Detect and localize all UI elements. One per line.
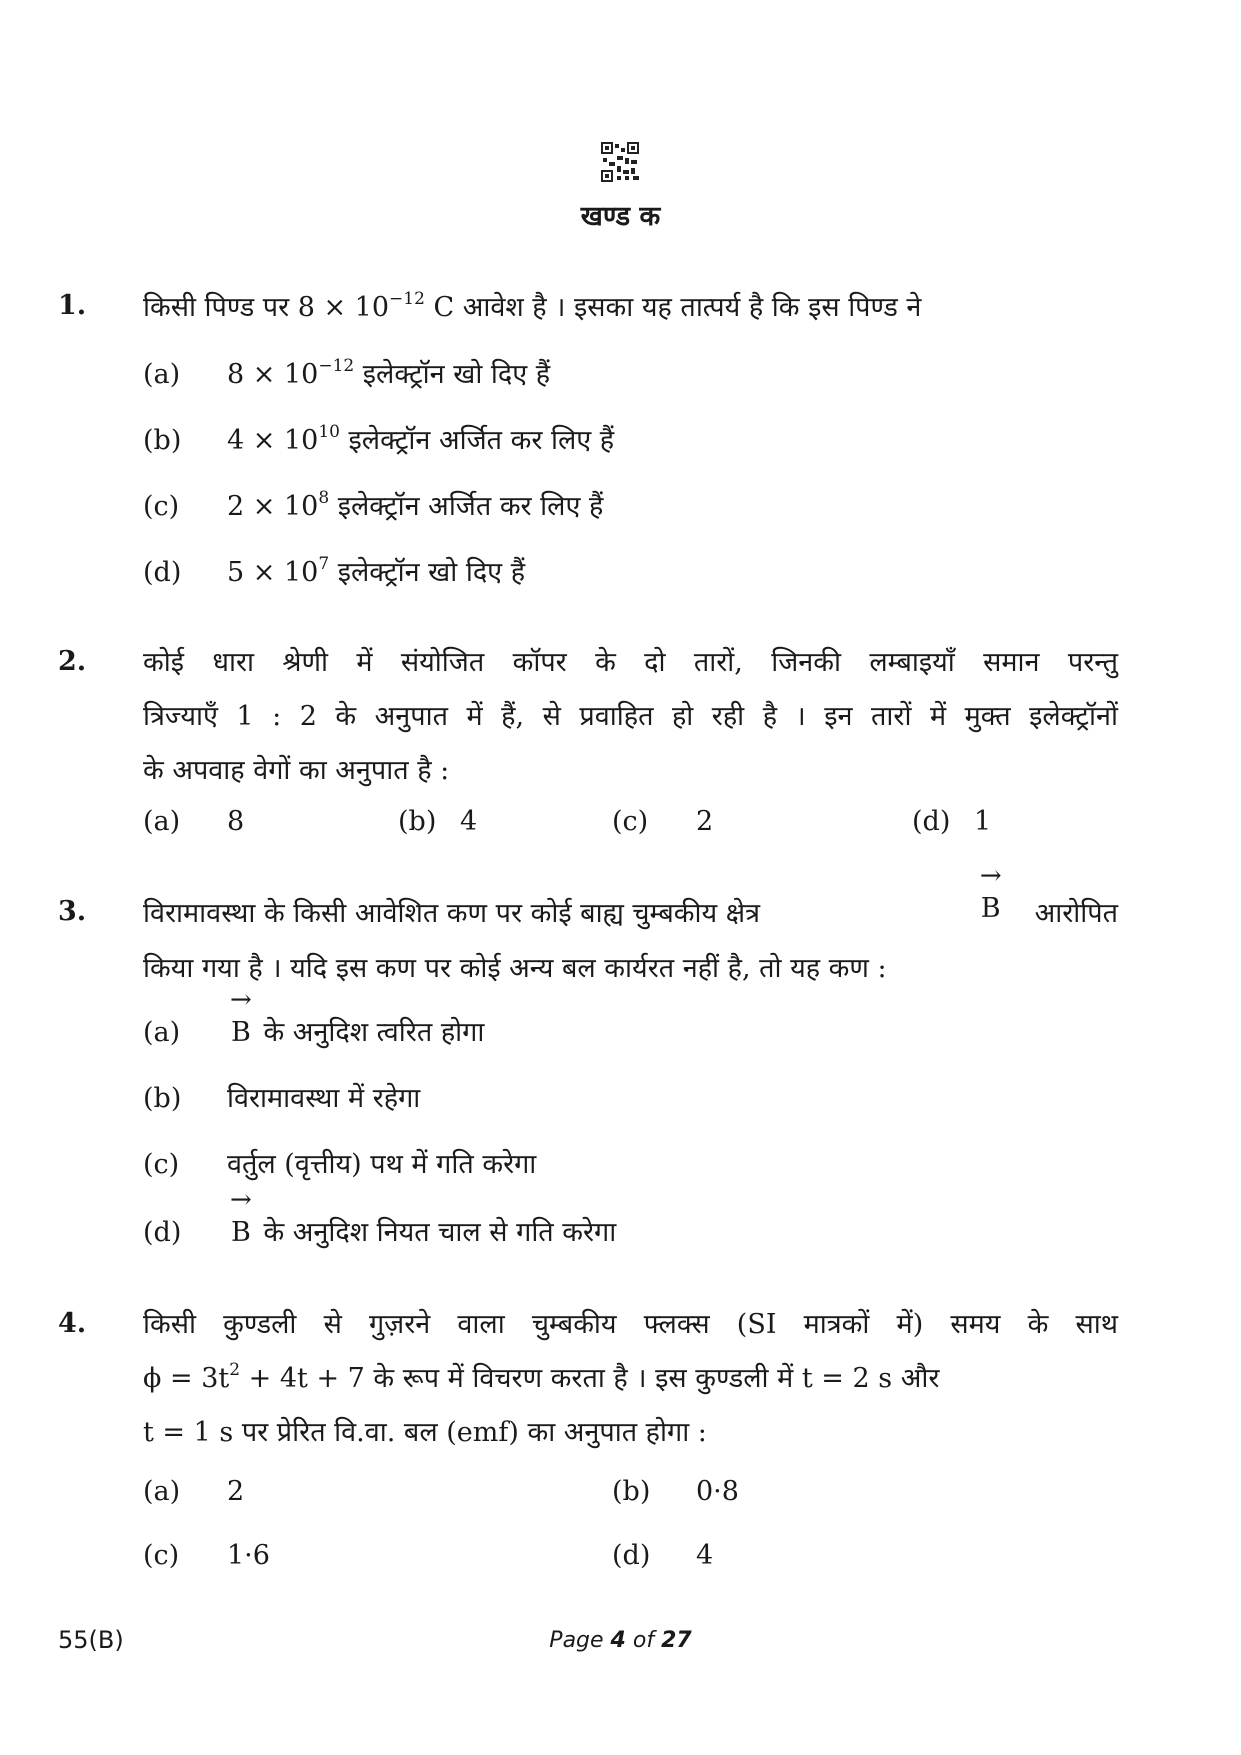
question-text-part: ϕ = 3t: [143, 1363, 230, 1394]
question-text: [143, 287, 1118, 324]
option-b: [612, 1476, 739, 1507]
option-label: (c): [612, 806, 649, 837]
page-number: [0, 1628, 1241, 1653]
question-number: 2.: [58, 646, 87, 677]
option-label: (c): [143, 1149, 180, 1180]
exponent: −12: [389, 289, 425, 309]
exponent: 10: [318, 422, 340, 442]
option-label: (b): [143, 1083, 182, 1114]
option-label: (b): [143, 425, 182, 456]
question-text-part: आरोपित: [1034, 898, 1118, 929]
option-text: 8 × 10: [227, 359, 319, 390]
option-text: इलेक्ट्रॉन अर्जित कर लिए हैं: [329, 491, 604, 522]
question-text-line: के अपवाह वेगों का अनुपात है :: [143, 755, 450, 786]
vector-arrow-icon: →: [230, 1185, 252, 1215]
option-text: 0·8: [696, 1476, 739, 1507]
option-a: [143, 1476, 244, 1507]
option-d: [912, 806, 991, 837]
option-d: [143, 1185, 617, 1249]
section-title: खण्ड क: [580, 201, 661, 232]
option-c: [143, 486, 603, 523]
vector-symbol: B: [980, 893, 1001, 924]
vector-arrow-icon: →: [230, 985, 252, 1015]
question-text-line: किया गया है । यदि इस कण पर कोई अन्य बल कार्यरत नहीं है, तो यह कण :: [143, 953, 887, 984]
option-d: [612, 1540, 713, 1571]
option-text: 2: [227, 1476, 245, 1507]
option-b: [143, 1078, 420, 1115]
option-a: [143, 985, 485, 1049]
option-label: (c): [143, 1540, 180, 1571]
option-a: [143, 806, 244, 837]
page-total: 27: [661, 1628, 692, 1653]
option-text: इलेक्ट्रॉन खो दिए हैं: [354, 359, 551, 390]
paper-code: 55(B): [58, 1626, 124, 1654]
page-current: 4: [610, 1628, 626, 1653]
option-label: (d): [143, 557, 182, 588]
question-text-part: विरामावस्था के किसी आवेशित कण पर कोई बाह्य चुम्बकीय क्षेत्र: [143, 898, 760, 929]
vector-symbol: B: [231, 1217, 251, 1248]
option-text: 4: [696, 1540, 714, 1571]
option-c: [143, 1540, 270, 1571]
option-text: 1: [974, 806, 992, 837]
option-label: (d): [612, 1540, 651, 1571]
option-text: वर्तुल (वृत्तीय) पथ में गति करेगा: [227, 1149, 537, 1180]
option-label: (a): [143, 1476, 181, 1507]
question-number: 1.: [58, 290, 87, 321]
option-a: [143, 354, 550, 391]
question-text: [143, 1358, 1118, 1395]
option-b: [143, 420, 614, 457]
option-text: 2: [696, 806, 714, 837]
question-number: 4.: [58, 1308, 87, 1339]
option-label: (d): [912, 806, 951, 837]
option-text: 4 × 10: [227, 425, 319, 456]
option-label: (c): [143, 491, 180, 522]
option-b: [398, 806, 477, 837]
option-label: (b): [612, 1476, 651, 1507]
option-label: (a): [143, 1017, 181, 1048]
qr-code-icon: [601, 142, 639, 182]
option-text: 8: [227, 806, 245, 837]
option-text: विरामावस्था में रहेगा: [227, 1083, 421, 1114]
vector-b: [227, 1185, 255, 1248]
option-text: 1·6: [227, 1540, 270, 1571]
option-text: के अनुदिश नियत चाल से गति करेगा: [263, 1217, 617, 1248]
vector-b: [227, 985, 255, 1048]
option-label: (d): [143, 1217, 182, 1248]
option-label: (a): [143, 359, 181, 390]
option-c: [143, 1144, 536, 1181]
option-text: 2 × 10: [227, 491, 319, 522]
page-label: Page: [549, 1628, 611, 1653]
vector-symbol: B: [231, 1017, 251, 1048]
question-text-part: + 4t + 7 के रूप में विचरण करता है । इस कुण्डली में t = 2 s और: [240, 1363, 940, 1394]
question-text: [143, 861, 1118, 930]
vector-b: [977, 861, 1005, 930]
option-label: (b): [398, 806, 437, 837]
question-text-line: किसी कुण्डली से गुज़रने वाला चुम्बकीय फ्लक्स (SI मात्रकों में) समय के साथ: [143, 1309, 1118, 1340]
question-text-line: कोई धारा श्रेणी में संयोजित कॉपर के दो तारों, जिनकी लम्बाइयाँ समान परन्तु: [143, 647, 1118, 678]
option-text: के अनुदिश त्वरित होगा: [263, 1017, 485, 1048]
question-text-line: t = 1 s पर प्रेरित वि.वा. बल (emf) का अनुपात होगा :: [143, 1417, 707, 1448]
option-label: (a): [143, 806, 181, 837]
question-text-part: किसी पिण्ड पर 8 × 10: [143, 292, 390, 323]
option-c: [612, 806, 713, 837]
vector-arrow-icon: →: [979, 861, 1002, 891]
option-text: इलेक्ट्रॉन अर्जित कर लिए हैं: [339, 425, 615, 456]
question-text-line: त्रिज्याएँ 1 : 2 के अनुपात में हैं, से प्रवाहित हो रही है । इन तारों में मुक्त इलेक्ट्रॉनों: [143, 701, 1118, 732]
question-number: 3.: [58, 896, 87, 927]
option-text: 4: [460, 806, 478, 837]
option-d: [143, 552, 525, 589]
question-text-part: C आवेश है । इसका यह तात्पर्य है कि इस पिण्ड ने: [424, 292, 922, 323]
option-text: इलेक्ट्रॉन खो दिए हैं: [329, 557, 526, 588]
option-text: 5 × 10: [227, 557, 319, 588]
exponent: 7: [318, 554, 330, 574]
page-of-label: of: [625, 1628, 662, 1653]
exponent: 2: [229, 1360, 241, 1380]
exponent: −12: [318, 356, 355, 376]
exponent: 8: [318, 488, 330, 508]
